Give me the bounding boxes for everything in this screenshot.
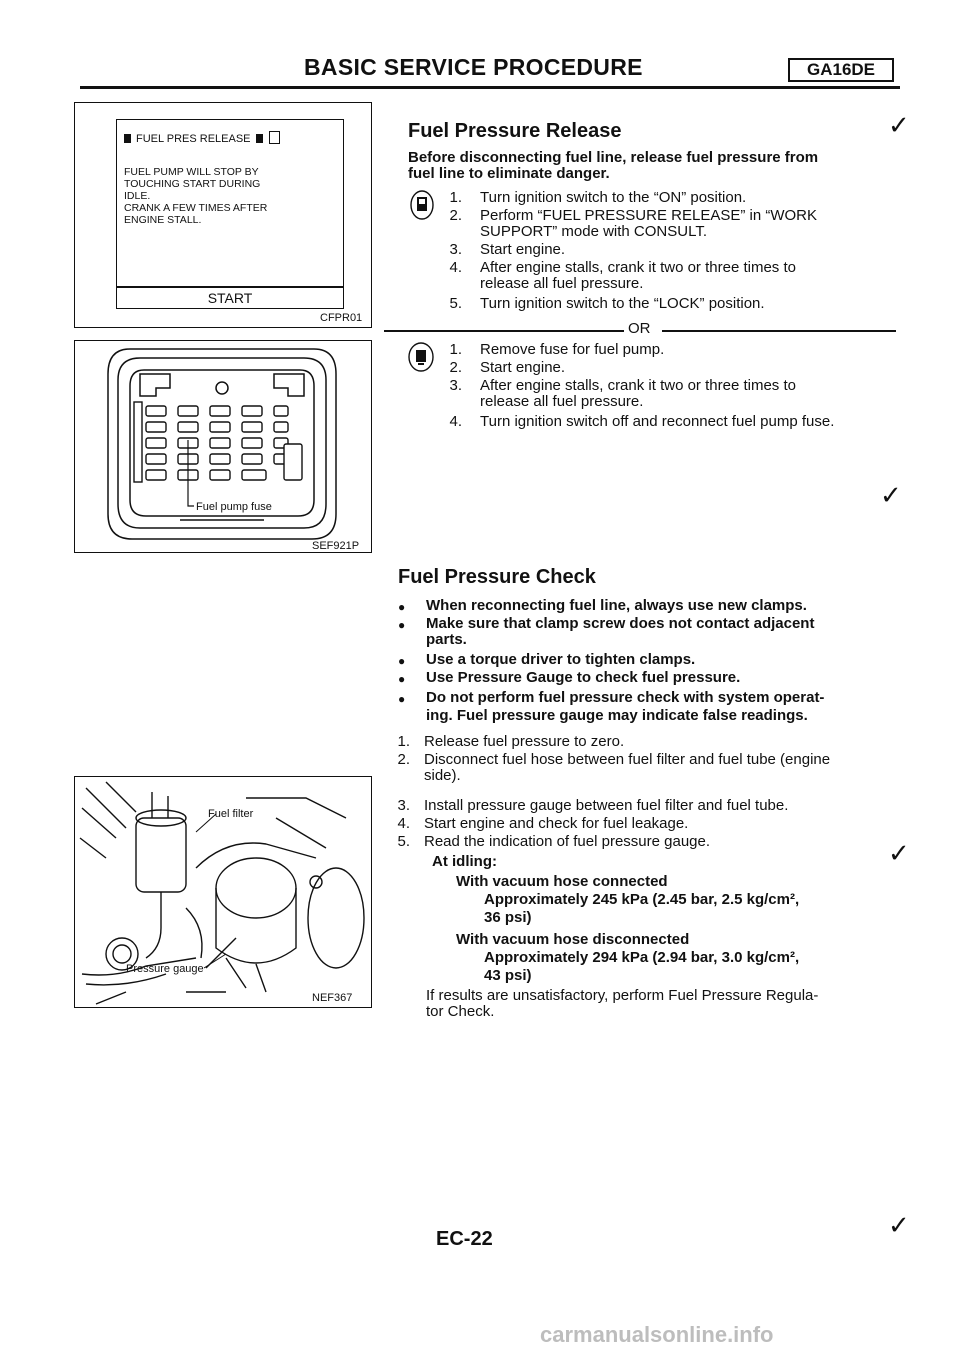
closing-text: tor Check. xyxy=(426,1003,495,1020)
step-text: Install pressure gauge between fuel filter and fuel tube. xyxy=(424,797,789,814)
consult-line: TOUCHING START DURING xyxy=(124,178,261,190)
step-text: release all fuel pressure. xyxy=(480,275,644,292)
fuse-tool-icon xyxy=(408,342,434,372)
step-text: Perform “FUEL PRESSURE RELEASE” in “WORK xyxy=(480,207,818,224)
step-number: 4. xyxy=(449,413,462,430)
bullet-item: ● When reconnecting fuel line, always use new clamps. xyxy=(426,598,807,614)
step-text: After engine stalls, crank it two or three times to xyxy=(480,377,796,394)
check-steps-cont xyxy=(396,798,896,858)
vacuum-disconnected-value: 43 psi) xyxy=(484,967,532,984)
step-text: After engine stalls, crank it two or three times to xyxy=(480,259,796,276)
pressure-gauge-label: Pressure gauge xyxy=(126,963,204,975)
step-number: 2. xyxy=(397,751,410,768)
figure-code-fuse: SEF921P xyxy=(312,540,360,552)
step-text: Start engine. xyxy=(480,241,566,258)
step-text: Disconnect fuel hose between fuel filter and fuel tube (engine xyxy=(424,751,831,768)
consult-tool-icon xyxy=(410,190,434,220)
vacuum-connected-value: Approximately 245 kPa (2.45 bar, 2.5 kg/cm², xyxy=(484,891,800,908)
engine-badge: GA16DE xyxy=(788,58,894,82)
release-intro-line: fuel line to eliminate danger. xyxy=(408,165,610,182)
consult-line: CRANK A FEW TIMES AFTER xyxy=(124,202,268,214)
figure-code-consult: CFPR01 xyxy=(320,312,363,324)
step-text: SUPPORT” mode with CONSULT. xyxy=(480,223,707,240)
vacuum-disconnected-value: Approximately 294 kPa (2.94 bar, 3.0 kg/cm², xyxy=(484,949,800,966)
step-number: 1. xyxy=(449,341,462,358)
step-text: Read the indication of fuel pressure gauge. xyxy=(424,833,711,850)
consult-steps xyxy=(440,190,900,320)
vacuum-connected-label: With vacuum hose connected xyxy=(456,873,668,890)
step-number: 3. xyxy=(449,377,462,394)
fuel-pump-fuse-label: Fuel pump fuse xyxy=(196,501,272,513)
step-text: Start engine and check for fuel leakage. xyxy=(424,815,689,832)
bullet-item-continued: ing. Fuel pressure gauge may indicate false readings. xyxy=(426,707,808,724)
figure-code-gauge: NEF367 xyxy=(312,992,353,1004)
or-divider-right xyxy=(662,330,896,332)
checkmark-icon: ✓ xyxy=(888,110,910,140)
fuse-box-illustration xyxy=(100,344,344,544)
bullet-item-continued: parts. xyxy=(426,631,467,648)
checkmark-icon: ✓ xyxy=(888,838,910,868)
page-header-title: BASIC SERVICE PROCEDURE xyxy=(304,54,643,80)
step-text: Turn ignition switch to the “ON” position. xyxy=(480,189,747,206)
checkmark-icon: ✓ xyxy=(880,480,902,510)
consult-line: FUEL PUMP WILL STOP BY xyxy=(124,166,259,178)
bullet-item: ● Use Pressure Gauge to check fuel pressure. xyxy=(426,670,740,686)
vacuum-connected-value: 36 psi) xyxy=(484,909,532,926)
step-number: 3. xyxy=(449,241,462,258)
or-divider-left xyxy=(384,330,624,332)
step-number: 2. xyxy=(449,359,462,376)
at-idling-label: At idling: xyxy=(432,853,497,870)
step-text: side). xyxy=(424,767,461,784)
bullet-item: ● Do not perform fuel pressure check with system operat- xyxy=(426,690,824,706)
page-number: EC-22 xyxy=(436,1228,493,1250)
bullet-item: ● Use a torque driver to tighten clamps. xyxy=(426,652,695,668)
step-text: release all fuel pressure. xyxy=(480,393,644,410)
step-number: 4. xyxy=(449,259,462,276)
check-bullets xyxy=(426,598,896,738)
or-label: OR xyxy=(628,320,651,337)
step-number: 1. xyxy=(449,189,462,206)
consult-screen-message xyxy=(124,166,334,226)
step-text: Turn ignition switch off and reconnect fuel pump fuse. xyxy=(480,413,835,430)
step-number: 2. xyxy=(449,207,462,224)
release-intro-line: Before disconnecting fuel line, release fuel pressure from xyxy=(408,149,819,166)
fuel-filter-label: Fuel filter xyxy=(208,808,254,820)
watermark: carmanualsonline.info xyxy=(540,1322,774,1347)
step-text: Start engine. xyxy=(480,359,566,376)
step-text: Remove fuse for fuel pump. xyxy=(480,341,665,358)
step-number: 5. xyxy=(449,295,462,312)
vacuum-disconnected-label: With vacuum hose disconnected xyxy=(456,931,690,948)
consult-line: IDLE. xyxy=(124,190,151,202)
checkmark-icon: ✓ xyxy=(888,1210,910,1240)
closing-text: If results are unsatisfactory, perform Fuel Pressure Regula- xyxy=(426,987,819,1004)
step-number: 1. xyxy=(397,733,410,750)
consult-screen-title: FUEL PRES RELEASE xyxy=(124,131,280,145)
fuse-steps xyxy=(440,342,900,452)
start-button[interactable]: START xyxy=(116,287,344,309)
step-number: 5. xyxy=(397,833,410,850)
header-rule xyxy=(80,86,900,89)
step-number: 4. xyxy=(397,815,410,832)
release-heading: Fuel Pressure Release xyxy=(408,120,622,142)
step-text: Release fuel pressure to zero. xyxy=(424,733,625,750)
check-heading: Fuel Pressure Check xyxy=(398,566,596,588)
consult-line: ENGINE STALL. xyxy=(124,214,202,226)
bullet-item: ● Make sure that clamp screw does not contact adjacent xyxy=(426,616,814,632)
step-number: 3. xyxy=(397,797,410,814)
step-text: Turn ignition switch to the “LOCK” position. xyxy=(480,295,765,312)
